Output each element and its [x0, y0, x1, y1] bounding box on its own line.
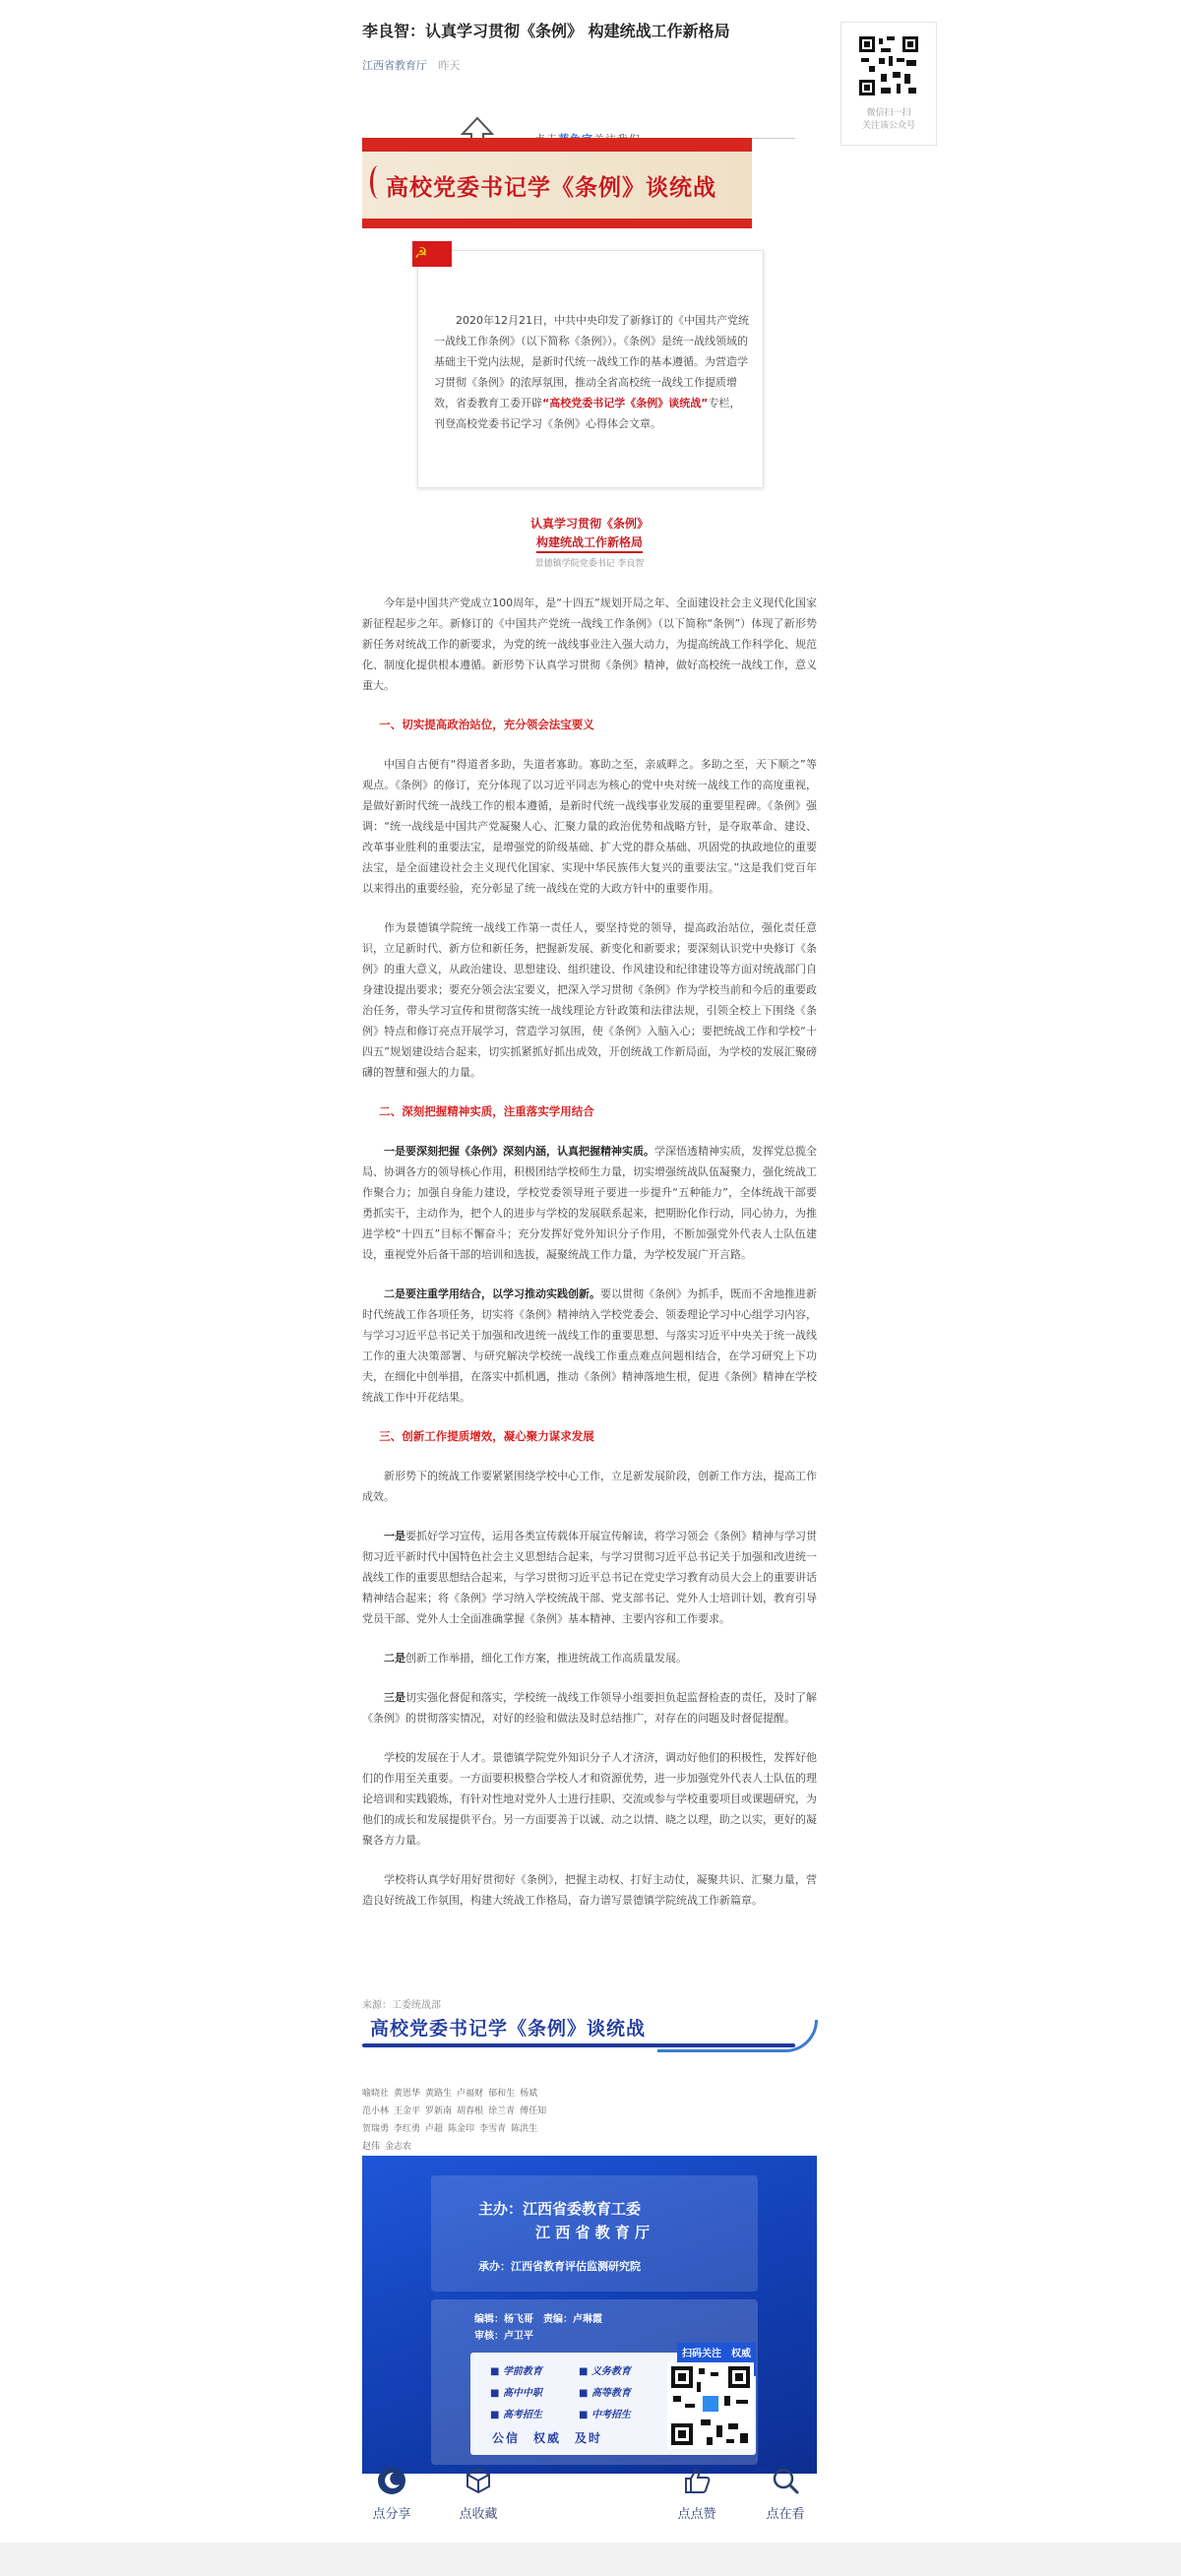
- author-name-list: [362, 2085, 657, 2156]
- menu-item: ■ 高考招生: [490, 2410, 542, 2420]
- banner-title: 高校党委书记学《条例》谈统战: [386, 175, 716, 201]
- name-link[interactable]: 喻晓社: [362, 2089, 390, 2099]
- slogan: 公信 权威 及时: [492, 2431, 603, 2445]
- qr-code-icon: [857, 34, 920, 97]
- box-icon: [464, 2466, 493, 2495]
- paragraph: 学校将认真学好用好贯彻好《条例》，把握主动权、打好主动仗，凝聚共识、汇聚力量，营造良好统战工作氛围，构建大统战工作格局，奋力谱写景德镇学院统战工作新篇章。: [362, 1873, 817, 1907]
- paragraph: 新形势下的统战工作要紧紧围绕学校中心工作，立足新发展阶段，创新工作方法，提高工作成效。: [362, 1470, 817, 1503]
- section-heading: 三、创新工作提质增效，凝心聚力谋求发展: [379, 1429, 594, 1443]
- thumbs-up-icon: [682, 2466, 712, 2495]
- intro-text: 2020年12月21日，中共中央印发了新修订的《中国共产党统一战线工作条例》（以下简称《条例》）。《条例》是统一战线领域的基础主干党内法规，是新时代统一战线工作的基本遵循。为营造学习贯彻《条例》的浓厚氛围，推动全省高校统一战线工作提质增效，省委教育工委开辟“高校党委书记学《条例》谈统战”专栏，刊登高校党委书记学习《条例》心得体会文章。: [434, 314, 749, 430]
- paragraph: 三是切实强化督促和落实，学校统一战线工作领导小组要担负起监督检查的责任，及时了解《条例》的贯彻落实情况，对好的经验和做法及时总结推广，对存在的问题及时督促提醒。: [362, 1691, 817, 1725]
- like-button[interactable]: [667, 2466, 726, 2522]
- name-link[interactable]: 贺瑞勇: [362, 2124, 390, 2134]
- banner-top-stripe: [362, 138, 752, 152]
- channel-menu: [470, 2349, 756, 2455]
- view-button[interactable]: [756, 2466, 815, 2522]
- section-heading: 二、深刻把握精神实质，注重落实学用结合: [379, 1104, 594, 1118]
- account-name-link[interactable]: 江西省教育厅: [362, 59, 427, 72]
- qr-card: [840, 22, 937, 146]
- paragraph: 中国自古便有“得道者多助，失道者寡助。寡助之至，亲戚畔之。多助之至，天下顺之”等观点。《条例》的修订，充分体现了以习近平同志为核心的党中央对统一战线工作的高度重视，是做好新时代统一战线工作的根本遵循，是新时代统一战线事业发展的重要里程碑。《条例》强调：“统一战线是中国共产党凝聚人心、汇聚力量的政治优势和战略方针，是夺取革命、建设、改革事业胜利的重要法宝，是增强党的阶级基础、扩大党的群众基础、巩固党的执政地位的重要法宝，是全面建设社会主义现代化国家、实现中华民族伟大复兴的重要法宝。”这是我们党百年以来得出的重要经验，充分彰显了统一战线在党的大政方针中的重要作用。: [362, 758, 817, 895]
- section-heading: 一、切实提高政治站位，充分领会法宝要义: [379, 718, 594, 731]
- article: [362, 20, 817, 2445]
- qr-caption-line2: 关注该公众号: [861, 121, 915, 131]
- name-link[interactable]: 李雪青: [479, 2124, 507, 2134]
- qr-code-icon: [667, 2362, 754, 2449]
- menu-item: ■ 义务教育: [579, 2366, 631, 2377]
- action-bar: [362, 2466, 817, 2535]
- share-label: 点分享: [372, 2507, 411, 2522]
- name-link[interactable]: 卢超: [425, 2124, 444, 2134]
- intro-box: [414, 244, 764, 488]
- name-link[interactable]: 黄路生: [425, 2089, 453, 2099]
- paragraph: 今年是中国共产党成立100周年，是“十四五”规划开局之年、全面建设社会主义现代化国家新征程起步之年。新修订的《中国共产党统一战线工作条例》（以下简称“条例”）体现了新形势新任务对统战工作的新要求，为党的统一战线事业注入强大动力，为提高统战工作科学化、规范化、制度化提供根本遵循。新形势下认真学习贯彻《条例》精神，做好高校统一战线工作，意义重大。: [362, 597, 817, 692]
- party-emblem-flag: [412, 241, 452, 267]
- column-banner: [362, 138, 752, 228]
- follow-tag: 扫码关注 权威: [677, 2343, 756, 2376]
- name-link[interactable]: 陈洪生: [511, 2124, 538, 2134]
- article-meta: [362, 57, 817, 73]
- subhead-line2: 构建统战工作新格局: [536, 534, 643, 553]
- subhead-author: 景德镇学院党委书记 李良智: [534, 559, 645, 569]
- banner-ribbon-decoration: [370, 165, 387, 199]
- name-link[interactable]: 胡春根: [457, 2106, 484, 2116]
- organizer: 承办：江西省教育评估监测研究院: [478, 2260, 641, 2273]
- name-row: [362, 2138, 657, 2156]
- qr-caption-line1: 微信扫一扫: [866, 108, 911, 118]
- host-info: 主办：江西省委教育工委 江 西 省 教 育 厅: [478, 2200, 651, 2241]
- source-note: 来源：工委统战部: [362, 2000, 441, 2011]
- name-link[interactable]: 陈金印: [448, 2124, 475, 2134]
- article-subhead: [362, 516, 817, 569]
- name-link[interactable]: 卢福财: [457, 2089, 484, 2099]
- banner-bottom-stripe: [362, 219, 752, 228]
- name-link[interactable]: 杨斌: [520, 2089, 538, 2099]
- collect-label: 点收藏: [459, 2507, 498, 2522]
- menu-item: ■ 学前教育: [490, 2366, 542, 2377]
- paragraph: 二是要注重学用结合，以学习推动实践创新。要以贯彻《条例》为抓手，既而不舍地推进新时代统战工作各项任务，切实将《条例》精神纳入学校党委会、领委理论学习中心组学习内容，与学习习近平总书记关于加强和改进统一战线工作的重要思想、与落实习近平中央关于统一战线工作的重大决策部署、与研究解决学校统一战线工作重点难点问题相结合，在学习研究上下功夫，在细化中创举措，在落实中抓机遇，推动《条例》精神落地生根，促进《条例》精神在学校统战工作中开花结果。: [362, 1288, 817, 1404]
- like-label: 点点赞: [677, 2507, 716, 2522]
- search-icon: [771, 2466, 800, 2495]
- article-title: 李良智：认真学习贯彻《条例》 构建统战工作新格局: [362, 22, 730, 40]
- name-link[interactable]: 金志农: [385, 2142, 412, 2152]
- paragraph: 作为景德镇学院统一战线工作第一责任人，要坚持党的领导，提高政治站位，强化责任意识，立足新时代、新方位和新任务，把握新发展、新变化和新要求；要深刻认识党中央修订《条例》的重大意义，从政治建设、思想建设、组织建设、作风建设和纪律建设等方面对统战部门自身建设提出要求；要充分领会法宝要义，把深入学习贯彻《条例》作为学校当前和今后的重要政治任务，带头学习宣传和贯彻落实统一战线理论方针政策和法律法规，引领全校上下围绕《条例》特点和修订亮点开展学习，营造学习氛围，使《条例》入脑入心；要把统战工作和学校“十四五”规划建设结合起来，切实抓紧抓好抓出成效，开创统战工作新局面，为学校的发展汇聚磅礴的智慧和强大的力量。: [362, 921, 817, 1079]
- host-panel: [431, 2175, 758, 2292]
- share-moon-icon: [377, 2466, 406, 2495]
- hammer-sickle-icon: ☭: [414, 244, 428, 262]
- name-link[interactable]: 李红勇: [394, 2124, 421, 2134]
- column-banner-bottom: [362, 2010, 817, 2065]
- name-link[interactable]: 郁和生: [488, 2089, 516, 2099]
- paragraph: 一是要深刻把握《条例》深刻内涵，认真把握精神实质。学深悟透精神实质，发挥党总揽全局、协调各方的领导核心作用，积极团结学校师生力量，切实增强统战队伍凝聚力，强化统战工作聚合力；加强自身能力建设，学校党委领导班子要进一步提升“五种能力”，全体统战干部要勇抓实干，主动作为，把个人的进步与学校的发展联系起来，把期盼化作行动，同心协力，为推进学校“十四五”目标不懈奋斗；充分发挥好党外知识分子作用，不断加强党外代表人士队伍建设，重视党外后备干部的培训和选拔，凝聚统战工作力量，为学校发展广开言路。: [362, 1145, 817, 1261]
- view-label: 点在看: [766, 2507, 805, 2522]
- menu-item: ■ 高中中职: [490, 2388, 542, 2399]
- page-bottom-band: [0, 2543, 1181, 2576]
- menu-item: ■ 高等教育: [579, 2388, 631, 2399]
- footer-poster: [362, 2156, 817, 2474]
- name-link[interactable]: 赵伟: [362, 2142, 381, 2152]
- share-button[interactable]: [362, 2466, 421, 2522]
- name-link[interactable]: 徐兰青: [488, 2106, 516, 2116]
- name-row: [362, 2103, 657, 2120]
- name-link[interactable]: 王金平: [394, 2106, 421, 2116]
- banner2-title: 高校党委书记学《条例》谈统战: [370, 2018, 647, 2040]
- editor-info: 编辑：杨飞哥 责编：卢琳霞 审核：卢卫平: [474, 2314, 602, 2342]
- name-row: [362, 2085, 657, 2103]
- name-row: [362, 2120, 657, 2138]
- subhead-line1: 认真学习贯彻《条例》: [529, 517, 649, 531]
- publish-date: 昨天: [438, 59, 461, 72]
- collect-button[interactable]: [449, 2466, 508, 2522]
- name-link[interactable]: 罗新南: [425, 2106, 453, 2116]
- name-link[interactable]: 傅任知: [520, 2106, 547, 2116]
- paragraph: 学校的发展在于人才。景德镇学院党外知识分子人才济济，调动好他们的积极性，发挥好他们的作用至关重要。一方面要积极整合学校人才和资源优势，进一步加强党外代表人士队伍的理论培训和实践锻炼，有针对性地对党外人士进行挂职、交流或参与学校重要项目或课题研究，为他们的成长和发展提供平台。另一方面要善于以诚、动之以情、晓之以理，助之以实，更好的凝聚各方力量。: [362, 1751, 817, 1847]
- paragraph: 一是要抓好学习宣传，运用各类宣传载体开展宣传解读，将学习领会《条例》精神与学习贯彻习近平新时代中国特色社会主义思想结合起来，与学习贯彻习近平总书记关于加强和改进统一战线工作的重要思想结合起来，与学习贯彻习近平总书记在党史学习教育动员大会上的重要讲话精神结合起来；将《条例》学习纳入学校统战干部、党支部书记、党外人士培训计划，教育引导党员干部、党外人士全面准确掌握《条例》基本精神、主要内容和工作要求。: [362, 1530, 817, 1625]
- banner2-swoosh-decoration: [657, 2020, 818, 2052]
- name-link[interactable]: 范小林: [362, 2106, 390, 2116]
- article-body: [362, 593, 817, 1929]
- menu-item: ■ 中考招生: [579, 2410, 631, 2420]
- credits-panel: [431, 2299, 758, 2465]
- paragraph: 二是创新工作举措，细化工作方案，推进统战工作高质量发展。: [384, 1652, 687, 1665]
- name-link[interactable]: 黄恩华: [394, 2089, 421, 2099]
